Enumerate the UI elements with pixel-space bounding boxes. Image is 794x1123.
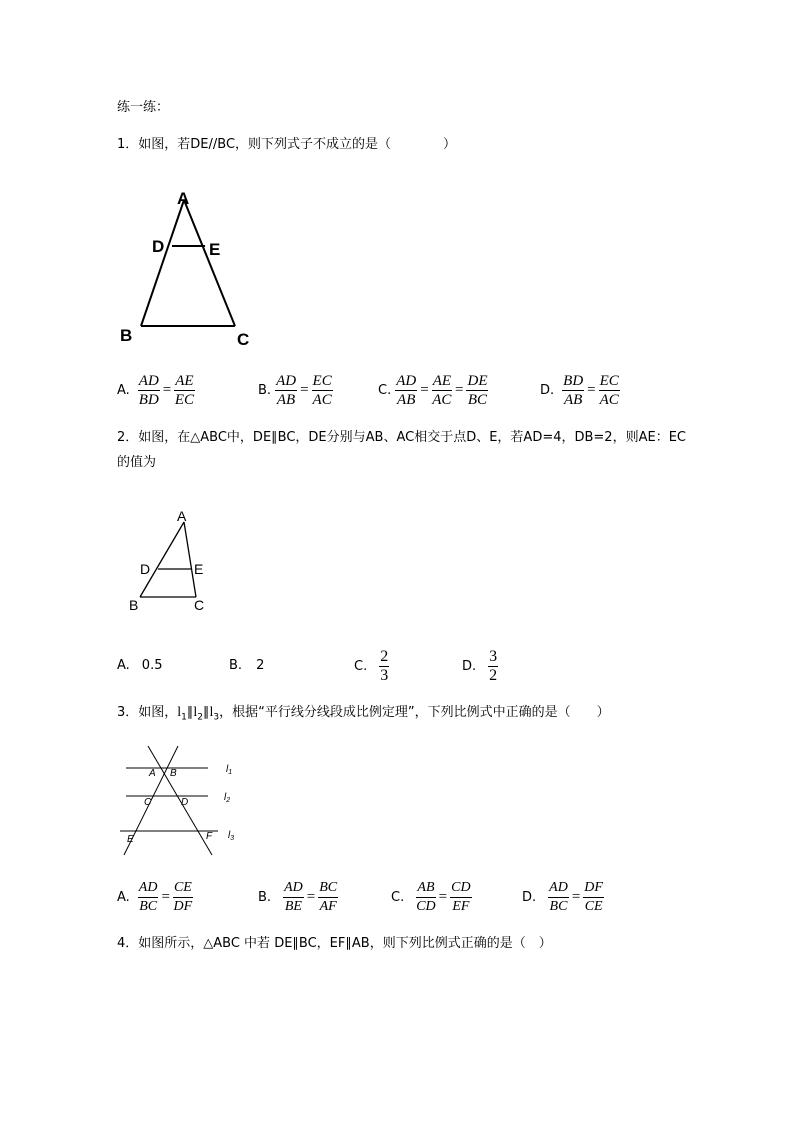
numerator: DF (583, 879, 604, 898)
q3-label-c: C (144, 797, 152, 808)
q3-label-b: B (170, 768, 177, 779)
option-label: C. (378, 383, 392, 398)
option-label: D. (522, 890, 537, 905)
parallel-symbol: ∥ (186, 705, 194, 720)
denominator: BD (138, 392, 159, 408)
denominator: BE (284, 899, 302, 914)
equals-sign: = (162, 382, 172, 398)
q1-option-b[interactable] (258, 372, 333, 409)
numerator: 2 (380, 648, 389, 665)
q3-label-f: F (206, 831, 213, 842)
denominator: AB (397, 392, 416, 408)
parallel-symbol: ∥ (203, 705, 210, 720)
option-label: C. (391, 890, 405, 905)
q2-option-d[interactable] (462, 648, 498, 685)
equals-sign: = (420, 382, 429, 398)
denominator: CD (416, 899, 436, 914)
option-value: 2 (256, 658, 265, 673)
q3-option-c[interactable] (391, 879, 472, 916)
denominator: AB (276, 392, 296, 408)
denominator: CE (584, 899, 603, 914)
q1-option-a[interactable] (117, 372, 195, 409)
q2-stem-line2: 的值为 (117, 455, 157, 470)
numerator: DE (467, 373, 488, 389)
line-l3-name: l (209, 705, 214, 720)
denominator: AC (599, 392, 619, 408)
equals-sign: = (587, 382, 596, 398)
numerator: CE (173, 879, 193, 898)
denominator: AC (312, 392, 332, 408)
equals-sign: = (438, 889, 448, 905)
q3-label-d: D (181, 797, 189, 808)
numerator: EC (599, 373, 619, 389)
option-value: 0.5 (141, 658, 163, 673)
line-l1-subscript: 1 (181, 712, 187, 723)
equals-sign: = (161, 889, 170, 905)
numerator: AD (548, 879, 569, 898)
line-l2-subscript: 2 (197, 712, 204, 723)
q1-option-c[interactable] (378, 372, 488, 409)
numerator: CD (450, 879, 471, 898)
line-l3-subscript: 3 (213, 712, 220, 723)
q2-label-c: C (194, 597, 205, 613)
denominator: EF (452, 899, 470, 914)
option-label: A. (117, 890, 130, 905)
equals-sign: = (571, 889, 581, 905)
q3-label-l3: $l_3$ (228, 830, 235, 842)
numerator: EC (312, 373, 332, 389)
equals-sign: = (455, 382, 464, 398)
equals-sign: = (300, 382, 309, 398)
numerator: AE (432, 373, 452, 389)
numerator: AB (416, 879, 435, 898)
denominator: 3 (380, 667, 389, 684)
q3-label-a: A (149, 768, 156, 779)
denominator: EC (174, 392, 195, 408)
q4-stem: 4．如图所示，△ABC 中若 DE∥BC，EF∥AB，则下列比例式正确的是（ ） (117, 936, 552, 951)
q3-stem-prefix: 3．如图， (117, 705, 178, 720)
option-label: B. (229, 658, 243, 673)
q3-label-e: E (127, 834, 134, 845)
option-label: D. (540, 383, 555, 398)
numerator: BC (318, 879, 338, 898)
q1-label-e: E (209, 240, 221, 259)
numerator: AD (276, 373, 297, 389)
q2-figure (122, 505, 222, 615)
q2-label-a: A (177, 508, 187, 524)
q2-label-d: D (140, 561, 151, 577)
q2-label-e: E (194, 561, 204, 577)
q2-option-c[interactable] (354, 648, 389, 685)
denominator: AF (319, 899, 337, 914)
q2-option-b[interactable] (229, 658, 264, 673)
q3-stem (117, 704, 610, 727)
numerator: AD (138, 879, 159, 898)
numerator: AE (175, 373, 194, 389)
denominator: 2 (489, 667, 498, 684)
q3-transversal-1 (148, 746, 212, 855)
q1-side-ac (184, 200, 235, 326)
q1-stem: 1．如图，若DE//BC，则下列式子不成立的是（ ） (117, 137, 457, 152)
q1-label-b: B (120, 326, 133, 345)
denominator: AB (563, 392, 583, 408)
q2-option-a[interactable] (117, 658, 162, 673)
q3-label-l1: $l_1$ (226, 764, 233, 776)
q1-label-a: A (177, 189, 190, 208)
q1-label-c: C (237, 330, 250, 349)
denominator: BC (549, 899, 568, 914)
equals-sign: = (306, 889, 316, 905)
numerator: AD (396, 373, 417, 389)
q1-side-ab (141, 200, 184, 326)
numerator: AD (283, 879, 304, 898)
denominator: AC (432, 392, 452, 408)
denominator: BC (139, 899, 158, 914)
q3-option-b[interactable] (258, 879, 338, 916)
q1-label-d: D (152, 237, 165, 256)
line-l2-name: l (193, 705, 198, 720)
q3-label-l2: $l_2$ (224, 792, 231, 804)
q3-option-d[interactable] (522, 879, 604, 916)
option-label: D. (462, 659, 477, 674)
q2-label-b: B (129, 597, 139, 613)
q1-figure (110, 185, 270, 355)
q2-side-ab (140, 522, 184, 597)
q3-figure (112, 742, 252, 860)
denominator: BC (467, 392, 488, 408)
q3-option-a[interactable] (117, 879, 193, 916)
option-label: C. (354, 659, 368, 674)
q3-stem-suffix: ，根据“平行线分线段成比例定理”，下列比例式中正确的是（ ） (219, 705, 610, 720)
q1-option-d[interactable] (540, 372, 620, 409)
option-label: A. (117, 658, 130, 673)
q2-side-ac (184, 522, 196, 597)
option-label: B. (258, 383, 272, 398)
line-l1-name: l (177, 705, 182, 720)
denominator: DF (173, 899, 193, 914)
q2-stem-line1: 2．如图，在△ABC中，DE∥BC，DE分别与AB、AC相交于点D、E，若AD=4，DB=2，则AE：EC (117, 430, 686, 445)
section-heading: 练一练： (117, 100, 170, 115)
numerator: 3 (489, 648, 498, 665)
numerator: AD (138, 373, 159, 389)
option-label: A. (117, 383, 130, 398)
option-label: B. (258, 890, 272, 905)
numerator: BD (563, 373, 584, 389)
